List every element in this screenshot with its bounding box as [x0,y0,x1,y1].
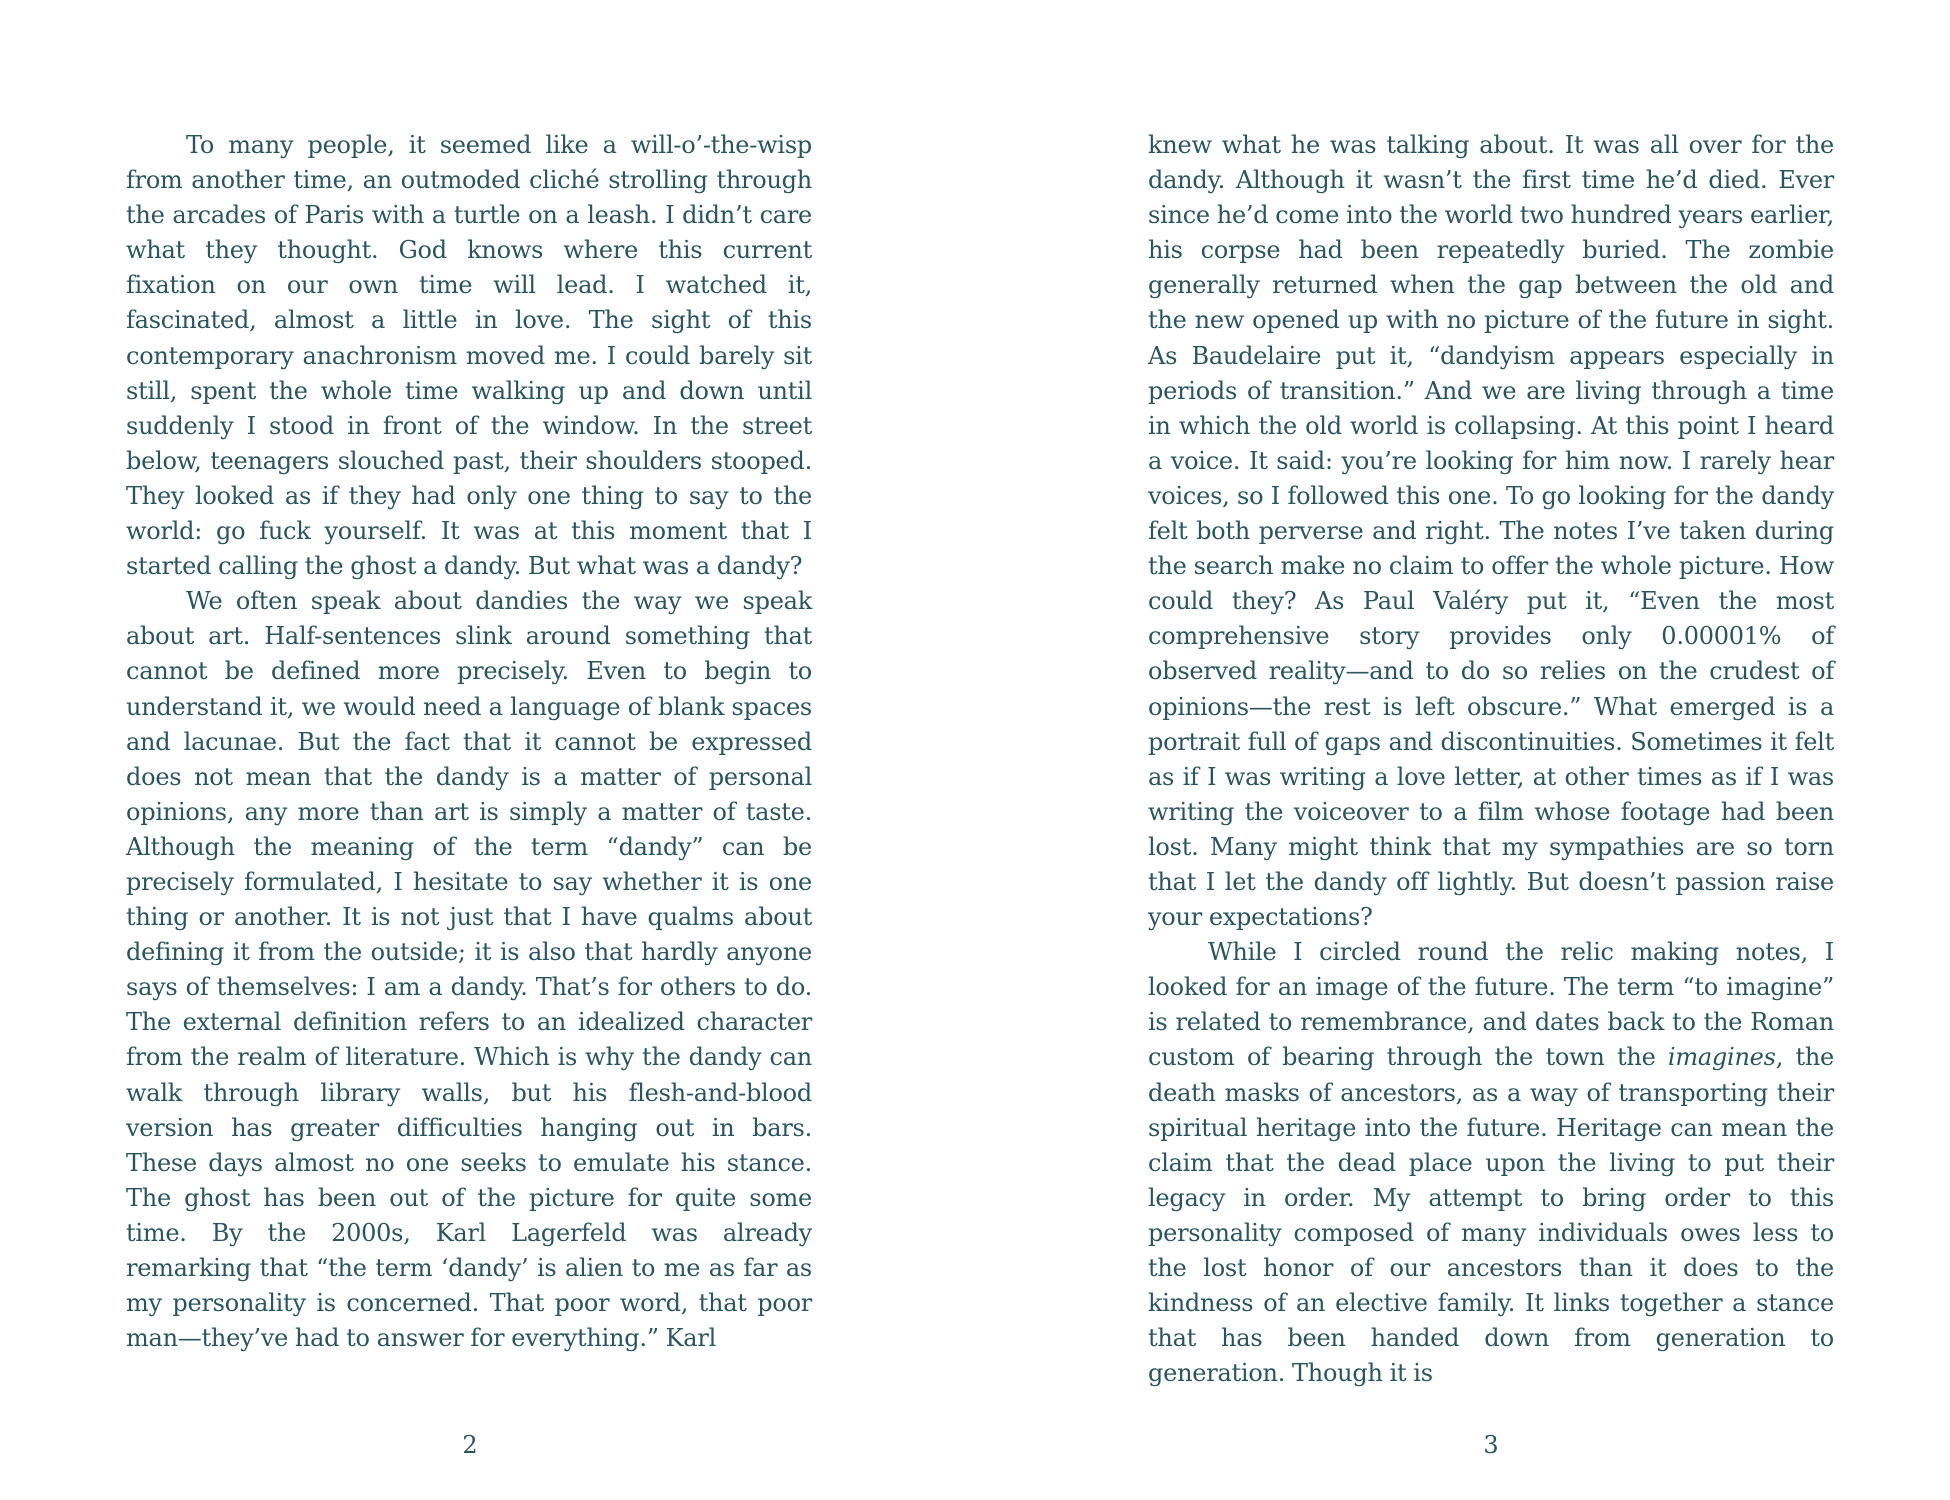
paragraph-continued: knew what he was talking about. It was all over for the dandy. Although it wasn’t the first time he’d died. Ever since he’d come into the world two hundred years earlier, his corpse had been repeatedly buried. The zombie generally returned when the gap between the old and the new opened up with no picture of the future in sight. As Baudelaire put it, “dandyism appears especially in periods of transition.” And we are living through a time in which the old world is collapsing. At this point I heard a voice. It said: you’re looking for him now. I rarely hear voices, so I followed this one. To go looking for the dandy felt both perverse and right. The notes I’ve taken during the search make no claim to offer the whole picture. How could they? As Paul Valéry put it, “Even the most comprehensive story provides only 0.00001% of observed reality—and to do so relies on the crudest of opinions—the rest is left obscure.” What emerged is a portrait full of gaps and discontinuities. Sometimes it felt as if I was writing a love letter, at other times as if I was writing the voiceover to a film whose footage had been lost. Many might think that my sympathies are so torn that I let the dandy off lightly. But doesn’t passion raise your expectations? [1148,131,1834,932]
right-page-text [1148,128,1834,1391]
paragraph: We often speak about dandies the way we speak about art. Half-sentences slink around something that cannot be defined more precisely. Even to begin to understand it, we would need a language of blank spaces and lacunae. But the fact that it cannot be expressed does not mean that the dandy is a matter of personal opinions, any more than art is simply a matter of taste. Although the meaning of the term “dandy” can be precisely formulated, I hesitate to say whether it is one thing or another. It is not just that I have qualms about defining it from the outside; it is also that hardly anyone says of themselves: I am a dandy. That’s for others to do. The external definition refers to an idealized character from the realm of literature. Which is why the dandy can walk through library walls, but his flesh-and-blood version has greater difficulties hanging out in bars. These days almost no one seeks to emulate his stance. The ghost has been out of the picture for quite some time. By the 2000s, Karl Lagerfeld was already remarking that “the term ‘dandy’ is alien to me as far as my personality is concerned. That poor word, that poor man—they’ve had to answer for everything.” Karl [126,587,812,1353]
left-page-text [126,128,812,1356]
paragraph-text: While I circled round the relic making notes, I looked for an image of the future. The term “to imagine” is related to remembrance, and dates back to the Roman custom of bearing through the town the [1148,938,1834,1072]
paragraph [1148,935,1834,1391]
italic-term: imagines [1667,1043,1776,1072]
page-number-left: 2 [462,1431,478,1459]
paragraph-text: , the death masks of ancestors, as a way of transporting their spiritual heritage into the future. Heritage can mean the claim that the dead place upon the living to put their legacy in order. My attempt to bring order to this personality composed of many individuals owes less to the lost honor of our ancestors than it does to the kindness of an elective family. It links together a stance that has been handed down from generation to generation. Though it is [1148,1043,1835,1388]
page-number-right: 3 [1483,1431,1499,1459]
paragraph: To many people, it seemed like a will-o’-the-wisp from another time, an outmoded cliché strolling through the arcades of Paris with a turtle on a leash. I didn’t care what they thought. God knows where this current fixation on our own time will lead. I watched it, fascinated, almost a little in love. The sight of this contemporary anachronism moved me. I could barely sit still, spent the whole time walking up and down until suddenly I stood in front of the window. In the street below, teenagers slouched past, their shoulders stooped. They looked as if they had only one thing to say to the world: go fuck yourself. It was at this moment that I started calling the ghost a dandy. But what was a dandy? [126,131,812,581]
right-page [975,0,1950,1500]
